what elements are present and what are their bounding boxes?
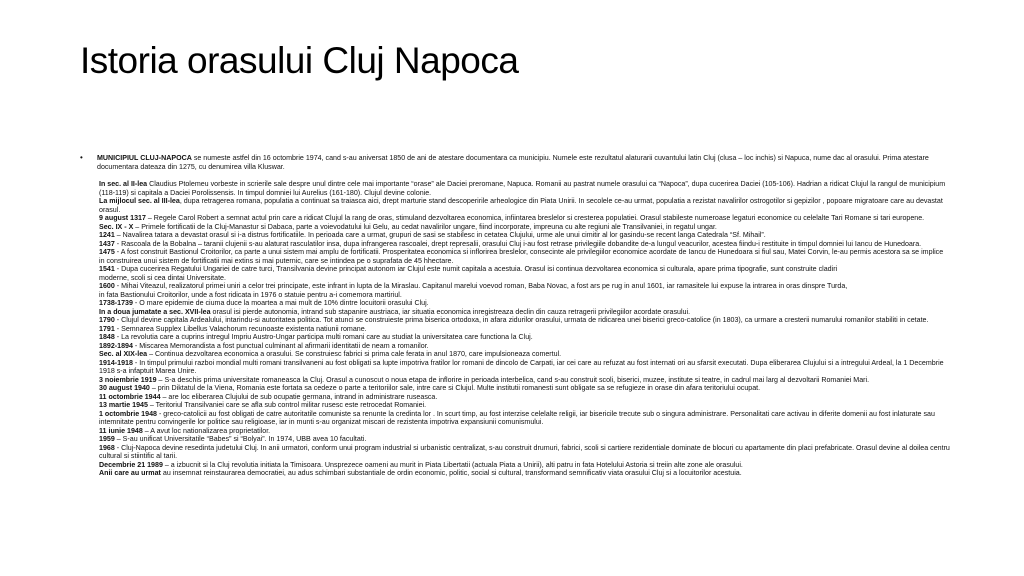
timeline-entry-text: - Rascoala de la Bobalna – taranii clujenii s-au alaturat rasculatilor insa, dupa infrangerea rascoalei, drept represalii, orasului Cluj i-au fost retrase privilegiile dobandite de-a lungul veacurilor, acestea fiindu-i restituite in timpul domniei lui Iancu de Hunedoara. (114, 239, 922, 248)
timeline-entry (97, 308, 950, 317)
timeline-entry-date: 13 martie 1945 (99, 401, 148, 409)
timeline-entry-date: 1959 (99, 435, 115, 443)
timeline-entry-date: 1437 (99, 239, 115, 248)
timeline-entry-text: – Primele fortificatii de la Cluj-Manastur si Dabaca, parte a voievodatului lui Gelu, au cedat navalirilor ungare, fiind incorporate, impreuna cu alte regiuni ale Transilvaniei, in regatul ungar. (133, 222, 717, 231)
timeline-entry (97, 469, 950, 478)
timeline-entry-date: 1475 (99, 248, 115, 256)
timeline-entry (97, 299, 950, 308)
timeline-entry-date: In sec. al II-lea (99, 180, 148, 188)
bullet-item (80, 154, 950, 478)
intro-paragraph (97, 154, 950, 171)
timeline-entry (97, 248, 950, 265)
timeline-entries (97, 180, 950, 478)
timeline-entry-text: – Teritoriul Transilvaniei care se afla sub control militar rusesc este retrocedat Romaniei. (147, 401, 427, 409)
timeline-entry (97, 393, 950, 402)
slide-title: Istoria orasului Cluj Napoca (80, 40, 519, 81)
timeline-entry-text: - La revolutia care a cuprins intregul Impriu Austro-Ungar participa multi romani care au studiat la universitatea care functiona la Cluj. (114, 333, 533, 341)
timeline-entry-date: 3 noiembrie 1919 (99, 375, 157, 384)
timeline-entry-date: La mijlocul sec. al III-lea (99, 197, 180, 205)
timeline-entry-date: 1791 (99, 324, 115, 333)
timeline-entry-date: Decembrie 21 1989 (99, 460, 163, 469)
timeline-entry (97, 444, 950, 461)
timeline-entry (97, 410, 950, 427)
timeline-entry-text: Claudius Ptolemeu vorbeste in scrierile sale despre unul dintre cele mai importante “orase” ale Daciei preromane, Napuca. Romanii au pastrat numele orasului ca “Napoca”, dupa cucerirea Daciei (105-106). Hadrian a ridicat Clujul la rangul de municipium (118-119) si capitala a Daciei Porolissensis. In timpul domniei lui Aurelius (161-180). Clujul devine colonie. (99, 180, 946, 197)
timeline-entry-date: 1600 (99, 282, 115, 290)
slide-content (80, 154, 950, 478)
timeline-entry (97, 461, 950, 470)
bullet-marker: • (80, 153, 83, 162)
timeline-entry (97, 427, 950, 436)
timeline-entry-date: 1738-1739 (99, 299, 133, 307)
timeline-entry-text: – S-au unificat Universitatile “Babes” si “Bolyai”. In 1974, UBB avea 10 facultati. (114, 435, 367, 443)
timeline-entry-date: 9 august 1317 (99, 214, 146, 222)
timeline-entry-text: – prin Diktatul de la Viena, Romania este fortata sa cedeze o parte a teritoriilor sale, intre care si Clujul. Multe institutii romanesti sunt obligate sa se refugieze in orase din afara teritoriului ocupat. (149, 384, 761, 392)
timeline-entry-date: 11 octombrie 1944 (99, 392, 161, 401)
timeline-entry-text: - Semnarea Supplex Libellus Valachorum recunoaste existenta natiunii romane. (114, 324, 367, 333)
intro-text: se numeste astfel din 16 octombrie 1974, cand s-au aniversat 1850 de ani de atestare documentara ca municipiu. Numele este rezultatul alaturarii cuvantului latin Cluj (clusa – loc inchis) si Napuca, nume dac al orasului. Prima atestare documentara dateaza din 1275, cu denumirea villa Kluswar. (97, 154, 929, 171)
timeline-entry (97, 435, 950, 444)
timeline-entry (97, 240, 950, 249)
timeline-entry-date: Sec. IX - X (99, 222, 134, 231)
timeline-entry-text: , dupa retragerea romana, populatia a continuat sa traiasca aici, drept marturie stand descoperirile arheologice din Piata Unirii. In secolele ce-au urmat, populatia a rezistat navalirilor ostrogotilor si gepizilor , popoare migratoare care au devastat orasul. (99, 197, 943, 214)
timeline-entry (97, 231, 950, 240)
timeline-entry-date: 30 august 1940 (99, 384, 150, 392)
timeline-entry (97, 197, 950, 214)
timeline-entry (97, 359, 950, 376)
timeline-entry-date: 11 iunie 1948 (99, 426, 143, 435)
timeline-entry-text: – Navalirea tatara a devastat orasul si i-a distrus fortificatiile. In perioada care a urmat, grupuri de sasi se stabilesc in cetatea Clujului, urme ale unui cimitir al lor gasindu-se recent langa Catedrala “Sf. Mihail”. (114, 231, 766, 239)
timeline-entry (97, 316, 950, 325)
timeline-entry-text: orasul isi pierde autonomia, intrand sub stapanire austriaca, iar situatia economica inregistreaza declin din cauza retragerii privilegiilor acordate orasului. (210, 307, 691, 316)
timeline-entry-date: In a doua jumatate a sec. XVII-lea (99, 307, 211, 316)
timeline-entry-text: – Continua dezvoltarea economica a orasului. Se construiesc fabrici si prima cale ferata in anul 1870, care impulsioneaza comertul. (147, 350, 562, 358)
timeline-entry-date: 1541 (99, 265, 115, 273)
timeline-entry (97, 384, 950, 393)
timeline-entry-date: 1 octombrie 1948 (99, 409, 157, 418)
timeline-entry (97, 265, 950, 282)
timeline-entry-text: - Miscarea Memorandista a fost punctual culminant al afirmarii identitatii de neam a romanilor. (132, 341, 429, 350)
timeline-entry-text: - Cluj-Napoca devine resedinta judetului Cluj. In anii urmatori, conform unui program industrial si urbanistic centralizat, s-au construit drumuri, fabrici, scoli si cartiere rezidentiale dominate de blocuri cu apartamente din placi prefabricate. Orasul devine al doilea centru cultural si stiintific al tarii. (99, 443, 950, 460)
timeline-entry (97, 376, 950, 385)
timeline-entry (97, 350, 950, 359)
timeline-entry (97, 214, 950, 223)
bullet-body (97, 154, 950, 478)
timeline-entry (97, 282, 950, 299)
timeline-entry-date: 1968 (99, 443, 115, 452)
timeline-entry-text: – S-a deschis prima universitate romaneasca la Cluj. Orasul a cunoscut o noua etapa de inflorire in perioada interbelica, cand s-au construit scoli, biserici, muzee, institute si teatre, in cadrul mai larg al dezvoltarii Romaniei Mari. (156, 375, 870, 384)
timeline-entry-text: – A avut loc nationalizarea proprietatilor. (142, 426, 271, 435)
timeline-entry-text: - Mihai Viteazul, realizatorul primei uniri a celor trei principate, este infrant in lupta de la Miraslau. Capitanul marelui voevod roman, Baba Novac, a fost ars pe rug in anul 1601, iar ramasitele lui expuse la intrarea in oras dinspre Turda, in fata Bastionului Croitorilor, unde a fost ridicata in 1976 o statuie pentru a-i comemora martiriul. (99, 282, 848, 299)
timeline-entry (97, 180, 950, 197)
timeline-entry-text: - A fost construit Bastionul Croitorilor, ca parte a unui sistem mai amplu de fortificatii. Prosperitatea economica si inflorirea breslelor, consecinte ale privilegiilor economice acordate de Iancu de Hunedoara si fiul sau, Matei Corvin, le-au permis acestora sa se implice in construirea unui sistem de fortificatii mai extins si mai puternic, care se intindea pe o suprafata de 45 hhectare. (99, 248, 944, 265)
timeline-entry-date: 1848 (99, 333, 115, 341)
timeline-entry-date: Sec. al XIX-lea (99, 350, 148, 358)
timeline-entry (97, 223, 950, 232)
timeline-entry (97, 333, 950, 342)
timeline-entry-date: 1790 (99, 316, 115, 324)
timeline-entry-date: Anii care au urmat (99, 469, 161, 477)
timeline-entry (97, 342, 950, 351)
timeline-entry-text: – a izbucnit si la Cluj revolutia initiata la Timisoara. Unsprezece oameni au murit in Piata Libertatii (actuala Piata a Unirii), alti patru in fata Hotelului Astoria si treiin alte zone ale orasului. (162, 460, 743, 469)
timeline-entry-text: - Dupa cucerirea Regatului Ungariei de catre turci, Transilvania devine principat autonom iar Clujul este numit capitala a acestuia. Orasul isi continua dezvoltarea economica si culturala, apare prima tipografie, sunt construite cladiri moderne, scoli si cea dintai Universitate. (99, 265, 838, 282)
timeline-entry-text: – are loc eliberarea Clujului de sub ocupatie germana, intrand in administrare ruseasca. (160, 392, 438, 401)
timeline-entry-text: - Clujul devine capitala Ardealului, intarindu-si autoritatea politica. Tot atunci se construieste prima biserica ortodoxa, in afara zidurilor orasului, urmata de ridicarea unei biserici greco-catolice (in 1803), ca urmare a cresterii numarului romanilor stabiliti in cetate. (114, 316, 929, 324)
timeline-entry-text: - O mare epidemie de ciuma duce la moartea a mai mult de 10% dintre locuitorii orasului Cluj. (132, 299, 429, 307)
timeline-entry (97, 401, 950, 410)
timeline-entry-date: 1892-1894 (99, 341, 133, 350)
timeline-entry-date: 1914-1918 (99, 358, 133, 367)
timeline-entry-text: - In timpul primului razboi mondial multi romani transilvaneni au fost obligati sa lupte impotriva fratilor lor romani de dincolo de Carpati, iar cei care au refuzat au fost internati ori au sfarsit executati. Dupa eliberarea Clujului si a intregului Ardeal, la 1 Decembrie 1918 s-a infaptuit Marea Unire. (99, 358, 944, 375)
timeline-entry-text: - greco-catolicii au fost obligati de catre autoritatile comuniste sa renunte la credinta lor . In scurt timp, au fost interzise celelalte religii, iar bisericile trecute sub o singura administrare. Personalitati care activau in diferite domenii au fost inlaturate sau intemnitate pentru convingerile lor politice sau religioase, iar in munti s-au organizat miscari de rezistenta impotriva expansiunii comunismului. (99, 409, 935, 426)
timeline-entry-date: 1241 (99, 231, 115, 239)
timeline-entry-text: au insemnat reinstaurarea democratiei, au adus schimbari substantiale de ordin economic, politic, social si cultural, transformand semnificativ viata orasului Cluj si a locuitorilor acestuia. (160, 469, 742, 477)
timeline-entry-text: – Regele Carol Robert a semnat actul prin care a ridicat Clujul la rang de oras, stimuland dezvoltarea economica, infiintarea breslelor si cresterea populatiei. Orasul stabileste numeroase legaturi economice cu celelalte Tari Romane si tari europene. (145, 214, 925, 222)
timeline-entry (97, 325, 950, 334)
intro-bold-term: MUNICIPIUL CLUJ-NAPOCA (97, 154, 192, 162)
